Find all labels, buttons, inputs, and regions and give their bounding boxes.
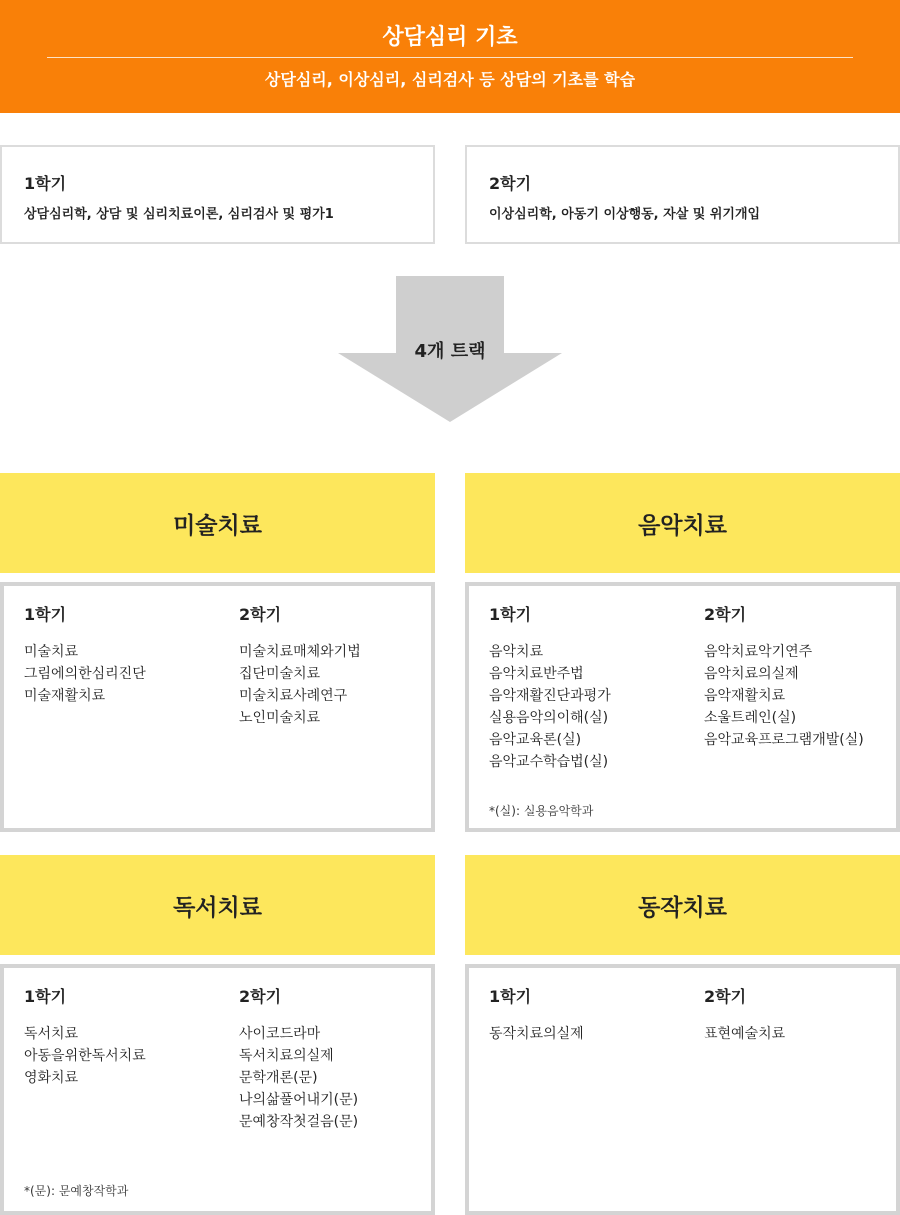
track-music-semester-1-label: 1학기 xyxy=(489,605,532,624)
track-art-semester-2-label: 2학기 xyxy=(239,605,282,624)
course-item: 표현예술치료 xyxy=(704,1026,786,1042)
course-item: 영화치료 xyxy=(24,1070,79,1086)
course-item: 미술치료매체와기법 xyxy=(239,644,361,660)
track-music-header xyxy=(465,473,900,573)
track-movement-semester-2-list xyxy=(704,1023,785,1045)
foundation-semester-2-label: 2학기 xyxy=(489,174,532,193)
track-reading-semester-2-list xyxy=(239,1023,358,1133)
course-item: 음악재활진단과평가 xyxy=(489,688,611,704)
track-music-box xyxy=(465,582,900,832)
course-item: 아동을위한독서치료 xyxy=(24,1048,146,1064)
track-reading-semester-2-label: 2학기 xyxy=(239,987,282,1006)
course-item: 집단미술치료 xyxy=(239,666,321,682)
course-item: 음악치료악기연주 xyxy=(704,644,813,660)
track-art-box xyxy=(0,582,435,832)
track-movement-semester-1-label: 1학기 xyxy=(489,987,532,1006)
course-item: 미술치료 xyxy=(24,644,79,660)
track-art-header xyxy=(0,473,435,573)
track-art-semester-1-list xyxy=(24,641,146,707)
course-item: 음악교육론(실) xyxy=(489,732,582,748)
track-reading-header xyxy=(0,855,435,955)
course-item: 음악치료 xyxy=(489,644,544,660)
header-banner xyxy=(0,0,900,113)
track-art-semester-2-list xyxy=(239,641,361,729)
arrow-label: 4개 트랙 xyxy=(414,341,486,362)
track-reading-semester-1-label: 1학기 xyxy=(24,987,67,1006)
header-divider xyxy=(47,57,853,58)
track-music-footnote: *(실): 실용음악학과 xyxy=(489,804,594,818)
course-item: 사이코드라마 xyxy=(239,1026,321,1042)
course-item: 미술치료사례연구 xyxy=(239,688,348,704)
track-movement-semester-1-list xyxy=(489,1023,584,1045)
track-music-title: 음악치료 xyxy=(638,513,727,539)
course-item: 나의삶풀어내기(문) xyxy=(239,1092,359,1108)
foundation-semester-2-box xyxy=(465,145,900,244)
track-art-title: 미술치료 xyxy=(173,513,262,539)
course-item: 음악교육프로그램개발(실) xyxy=(704,732,864,748)
course-item: 그림에의한심리진단 xyxy=(24,666,146,682)
track-movement-header xyxy=(465,855,900,955)
track-movement-box xyxy=(465,964,900,1215)
track-music-semester-2-list xyxy=(704,641,864,751)
track-movement-semester-2-label: 2학기 xyxy=(704,987,747,1006)
foundation-semester-1-courses: 상담심리학, 상담 및 심리치료이론, 심리검사 및 평가1 xyxy=(24,207,334,222)
course-item: 음악치료의실제 xyxy=(704,666,799,682)
foundation-semester-1-label: 1학기 xyxy=(24,174,67,193)
course-item: 독서치료 xyxy=(24,1026,79,1042)
track-art-semester-1-label: 1학기 xyxy=(24,605,67,624)
header-subtitle: 상담심리, 이상심리, 심리검사 등 상담의 기초를 학습 xyxy=(264,70,636,89)
foundation-semester-2-courses: 이상심리학, 아동기 이상행동, 자살 및 위기개입 xyxy=(489,207,761,222)
track-music-semester-2-label: 2학기 xyxy=(704,605,747,624)
course-item: 음악교수학습법(실) xyxy=(489,754,609,770)
track-reading-title: 독서치료 xyxy=(173,895,262,921)
foundation-semester-1-box xyxy=(0,145,435,244)
course-item: 동작치료의실제 xyxy=(489,1026,584,1042)
track-music-semester-1-list xyxy=(489,641,611,773)
course-item: 문학개론(문) xyxy=(239,1070,318,1086)
track-reading-box xyxy=(0,964,435,1215)
header-title: 상담심리 기초 xyxy=(382,25,518,50)
course-item: 소울트레인(실) xyxy=(704,710,797,726)
course-item: 실용음악의이해(실) xyxy=(489,710,609,726)
course-item: 문예창작첫걸음(문) xyxy=(239,1114,359,1130)
track-movement-title: 동작치료 xyxy=(638,895,727,921)
course-item: 음악치료반주법 xyxy=(489,666,584,682)
course-item: 미술재활치료 xyxy=(24,688,106,704)
track-reading-footnote: *(문): 문예창작학과 xyxy=(24,1184,129,1198)
track-reading-semester-1-list xyxy=(24,1023,146,1089)
course-item: 노인미술치료 xyxy=(239,710,321,726)
course-item: 음악재활치료 xyxy=(704,688,786,704)
course-item: 독서치료의실제 xyxy=(239,1048,334,1064)
